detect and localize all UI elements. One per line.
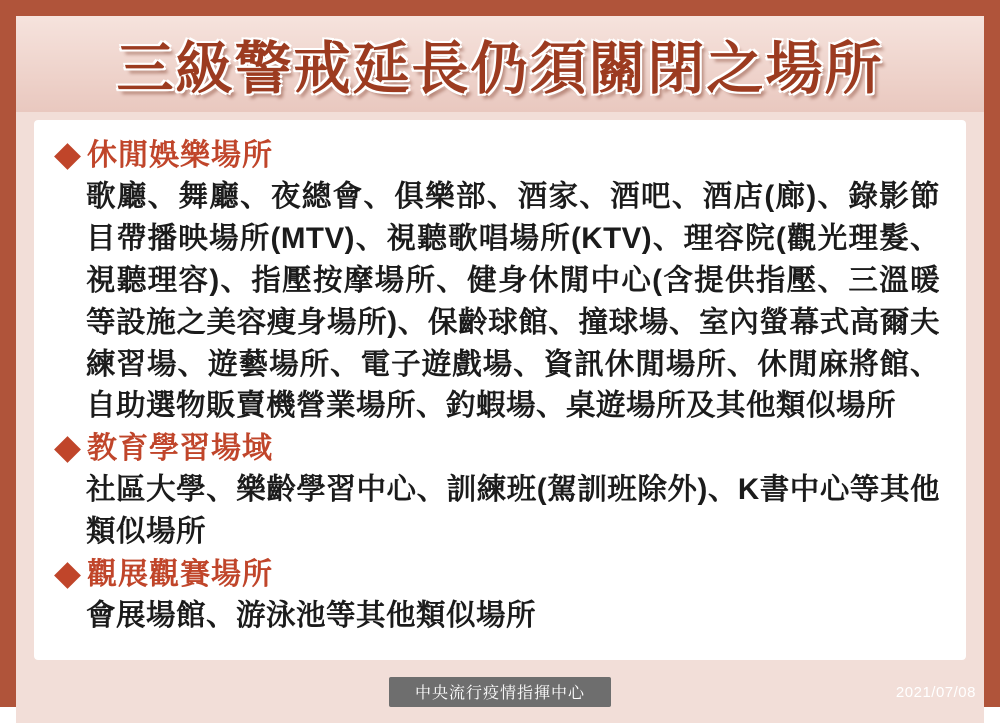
section-title: 教育學習場域 <box>87 432 273 466</box>
section-header <box>56 138 940 174</box>
diamond-bullet-icon <box>54 143 81 170</box>
section-body: 社區大學、樂齡學習中心、訓練班(駕訓班除外)、K書中心等其他類似場所 <box>86 473 940 549</box>
title-banner <box>16 16 984 112</box>
content-card <box>34 120 966 660</box>
section-title: 觀展觀賽場所 <box>87 558 273 591</box>
footer-bar <box>16 677 984 707</box>
section-exhibition-sports-viewing <box>56 557 940 637</box>
diamond-bullet-icon <box>54 562 81 589</box>
section-education-learning <box>56 431 940 553</box>
footer-organization: 中央流行疫情指揮中心 <box>389 677 611 707</box>
section-header <box>56 431 940 467</box>
section-header <box>56 557 940 593</box>
diamond-bullet-icon <box>54 436 81 463</box>
section-body: 歌廳、舞廳、夜總會、俱樂部、酒家、酒吧、酒店(廊)、錄影節目帶播映場所(MTV)、視聽歌唱場所(KTV)、理容院(觀光理髮、視聽理容)、指壓按摩場所、健身休閒中心(含提供指壓、三溫暖等設施之美容瘦身場所)、保齡球館、撞球場、室內螢幕式高爾夫練習場、遊藝場所、電子遊戲場、資訊休閒場所、休閒麻將館、自助選物販賣機營業場所、釣蝦場、桌遊場所及其他類似場所 <box>86 180 940 423</box>
section-body: 會展場館、游泳池等其他類似場所 <box>86 599 537 632</box>
section-leisure-entertainment <box>56 138 940 427</box>
footer-date: 2021/07/08 <box>895 684 976 701</box>
poster-inner-panel <box>16 16 984 723</box>
page-title: 三級警戒延長仍須關閉之場所 <box>116 37 884 101</box>
section-title: 休閒娛樂場所 <box>87 139 273 172</box>
